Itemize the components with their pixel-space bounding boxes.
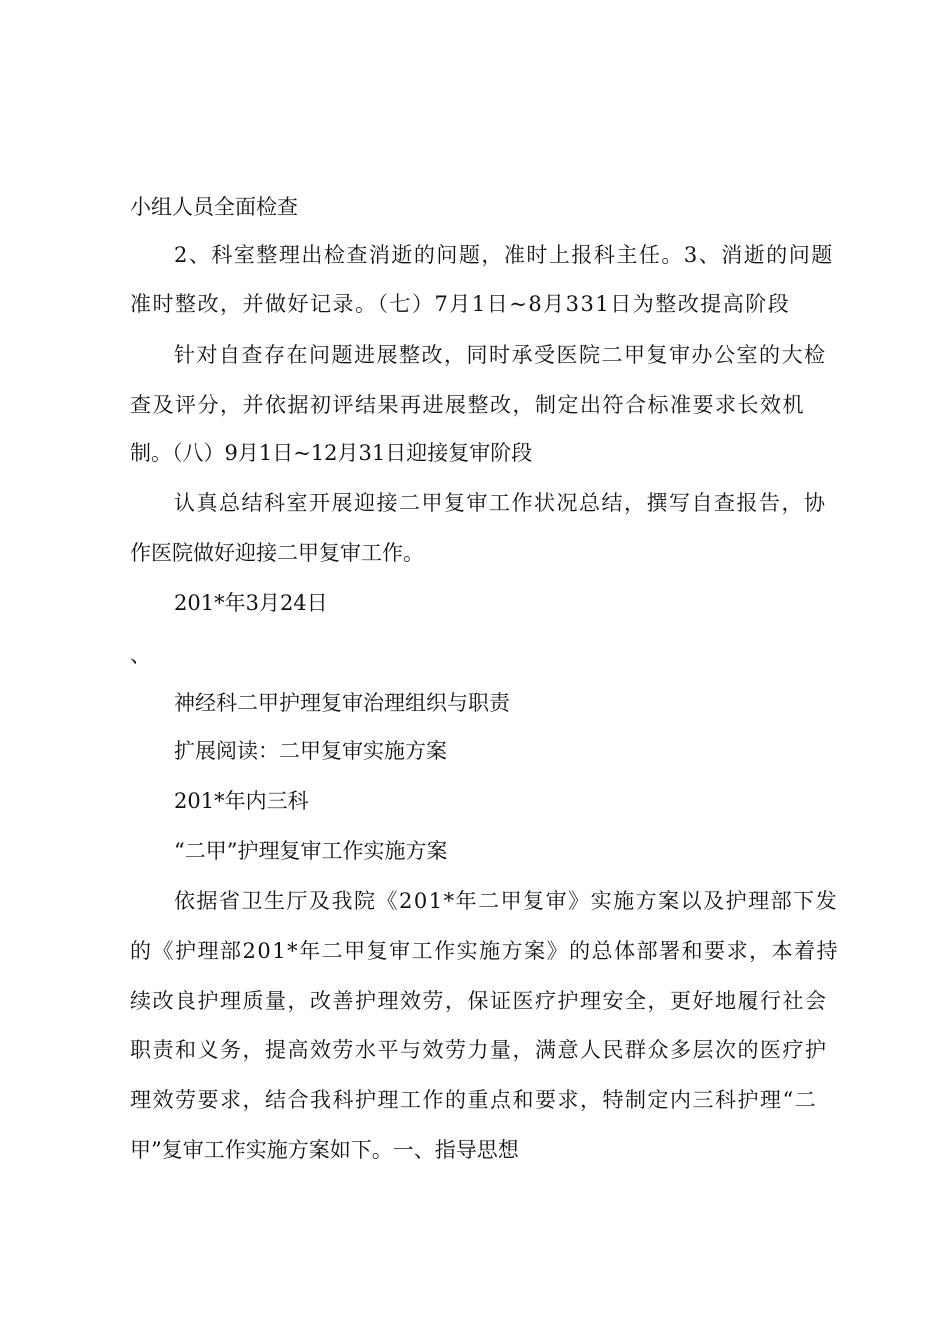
text-line: 扩展阅读：二甲复审实施方案: [174, 739, 447, 763]
text-line: 作医院做好迎接二甲复审工作。: [130, 541, 424, 565]
text-line: 、: [130, 643, 151, 667]
text-line: 职责和义务，提高效劳水平与效劳力量，满意人民群众多层次的医疗护: [130, 1038, 828, 1062]
date-line: 201*年3月24日: [174, 591, 328, 615]
text-line: 认真总结科室开展迎接二甲复审工作状况总结，撰写自查报告，协: [174, 491, 827, 515]
text-line: 小组人员全面检查: [130, 195, 298, 219]
section-heading: “二甲”护理复审工作实施方案: [174, 839, 448, 863]
text-line: 准时整改，并做好记录。（七）7月1日~8月331日为整改提高阶段: [130, 292, 791, 316]
text-line: 查及评分，并依据初评结果再进展整改，制定出符合标准要求长效机: [130, 393, 805, 417]
text-line: 甲”复审工作实施方案如下。一、指导思想: [130, 1138, 519, 1162]
text-line: 针对自查存在问题进展整改，同时承受医院二甲复审办公室的大检: [174, 343, 827, 367]
section-heading: 神经科二甲护理复审治理组织与职责: [174, 691, 510, 715]
text-line: 依据省卫生厅及我院《201*年二甲复审》实施方案以及护理部下发: [174, 889, 839, 913]
text-line: 的《护理部201*年二甲复审工作实施方案》的总体部署和要求，本着持: [130, 939, 840, 963]
text-line: 制。（八）9月1日~12月31日迎接复审阶段: [130, 441, 533, 465]
text-line: 理效劳要求，结合我科护理工作的重点和要求，特制定内三科护理“二: [130, 1088, 818, 1112]
text-line: 2、科室整理出检查消逝的问题，准时上报科主任。3、消逝的问题: [174, 243, 834, 267]
text-line: 201*年内三科: [174, 789, 309, 813]
text-line: 续改良护理质量，改善护理效劳，保证医疗护理安全，更好地履行社会: [130, 989, 828, 1013]
